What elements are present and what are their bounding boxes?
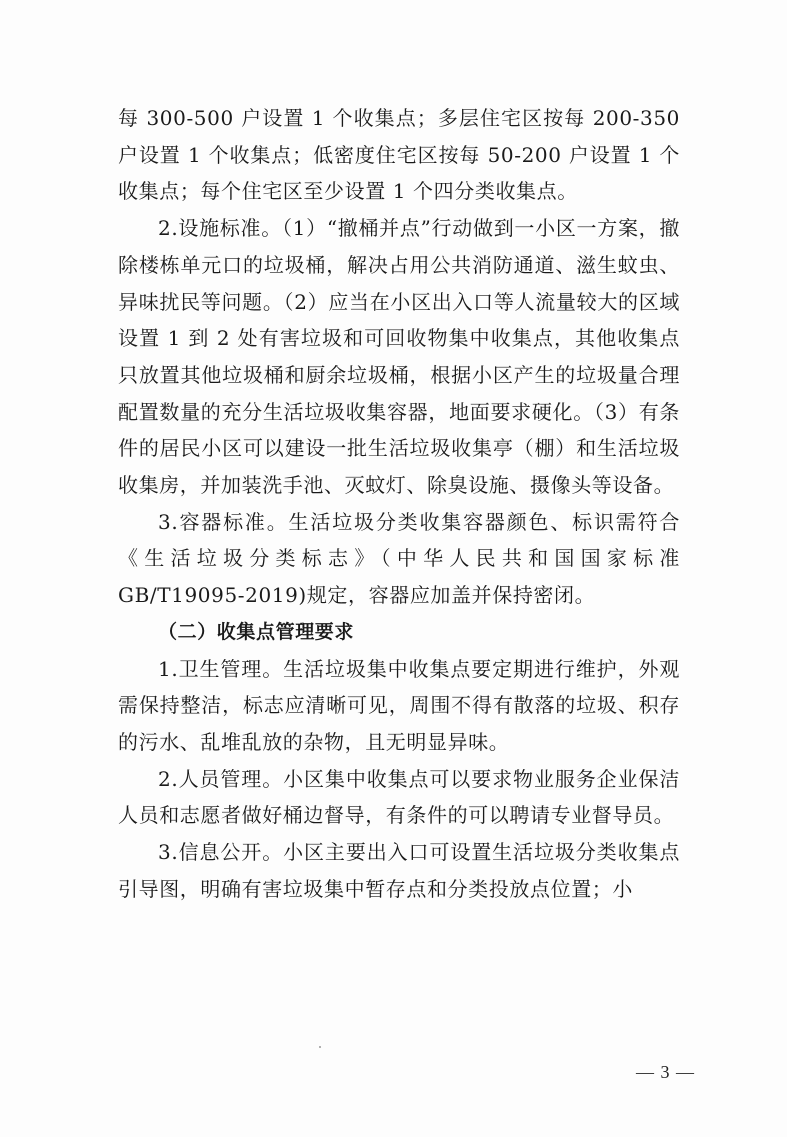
body-text — [118, 100, 680, 907]
section-heading-management: （二）收集点管理要求 — [158, 620, 355, 643]
page-number: — 3 — — [636, 1062, 695, 1082]
scan-speck — [319, 1046, 321, 1048]
paragraph-personnel: 2.人员管理。小区集中收集点可以要求物业服务企业保洁人员和志愿者做好桶边督导，有条件的可以聘请专业督导员。 — [118, 766, 680, 828]
paragraph-sanitation: 1.卫生管理。生活垃圾集中收集点要定期进行维护，外观需保持整洁，标志应清晰可见，周围不得有散落的垃圾、积存的污水、乱堆乱放的杂物，且无明显异味。 — [118, 656, 680, 754]
paragraph-container-standard: 3.容器标准。生活垃圾分类收集容器颜色、标识需符合《生活垃圾分类标志》（中华人民共和国国家标准GB/T19095-2019)规定，容器应加盖并保持密闭。 — [118, 509, 680, 608]
paragraph-disclosure: 3.信息公开。小区主要出入口可设置生活垃圾分类收集点引导图，明确有害垃圾集中暂存点和分类投放点位置；小 — [118, 840, 680, 901]
paragraph-facility-standard: 2.设施标准。（1）“撤桶并点”行动做到一小区一方案，撤除楼栋单元口的垃圾桶，解决占用公共消防通道、滋生蚊虫、异味扰民等问题。（2）应当在小区出入口等人流量较大的区域设置 1 到 2 处有害垃圾和可回收物集中收集点，其他收集点只放置其他垃圾桶和厨余垃圾桶，根据小区产生的垃圾量合理配置数量的充分生活垃圾收集容器，地面要求硬化。（3）有条件的居民小区可以建设一批生活垃圾收集亭（棚）和生活垃圾收集房，并加装洗手池、灭蚊灯、除臭设施、摄像头等设备。 — [118, 216, 680, 498]
paragraph-continuation: 每 300-500 户设置 1 个收集点；多层住宅区按每 200-350 户设置 1 个收集点；低密度住宅区按每 50-200 户设置 1 个收集点；每个住宅区至少设置 1 个四分类收集点。 — [118, 106, 680, 204]
